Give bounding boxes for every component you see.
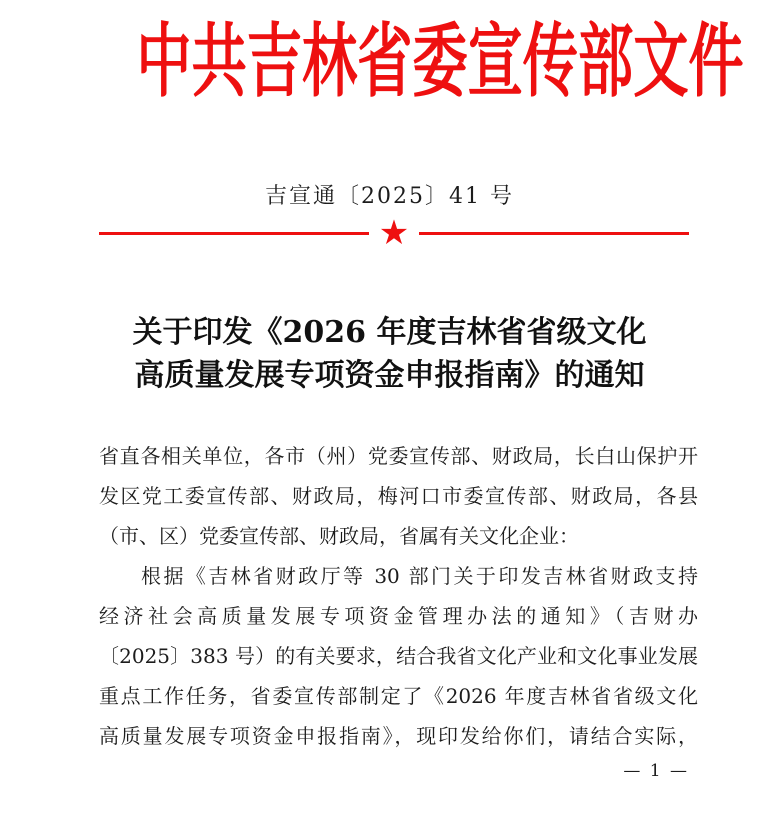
notice-title-line2: 高质量发展专项资金申报指南》的通知: [134, 358, 645, 393]
body-line: 重点工作任务，省委宣传部制定了《2026 年度吉林省省级文化: [99, 684, 698, 708]
body-text: [99, 436, 698, 756]
page-number: — 1 —: [623, 761, 689, 781]
body-line: 根据《吉林省财政厅等 30 部门关于印发吉林省财政支持: [141, 564, 698, 588]
body-line: 发区党工委宣传部、财政局，梅河口市委宣传部、财政局，各县: [99, 484, 698, 508]
notice-title-line1: 关于印发《2026 年度吉林省省级文化: [132, 315, 647, 350]
body-line: 高质量发展专项资金申报指南》，现印发给你们，请结合实际，: [99, 724, 698, 748]
star-icon: ★: [378, 213, 410, 253]
body-line: 经济社会高质量发展专项资金管理办法的通知》（吉财办: [99, 604, 698, 628]
separator-line-left: [99, 232, 369, 235]
notice-title: [0, 311, 779, 397]
body-line: 省直各相关单位，各市（州）党委宣传部、财政局，长白山保护开: [99, 444, 698, 468]
letterhead: [0, 10, 779, 112]
letterhead-title: 中共吉林省委宣传部文件: [136, 14, 744, 108]
separator-line-right: [419, 232, 689, 235]
body-line: 〔2025〕383 号）的有关要求，结合我省文化产业和文化事业发展: [99, 644, 698, 668]
red-separator: [99, 214, 689, 252]
body-line: （市、区）党委宣传部、财政局，省属有关文化企业：: [99, 524, 579, 548]
document-number: 吉宣通〔2025〕41 号: [265, 184, 514, 209]
